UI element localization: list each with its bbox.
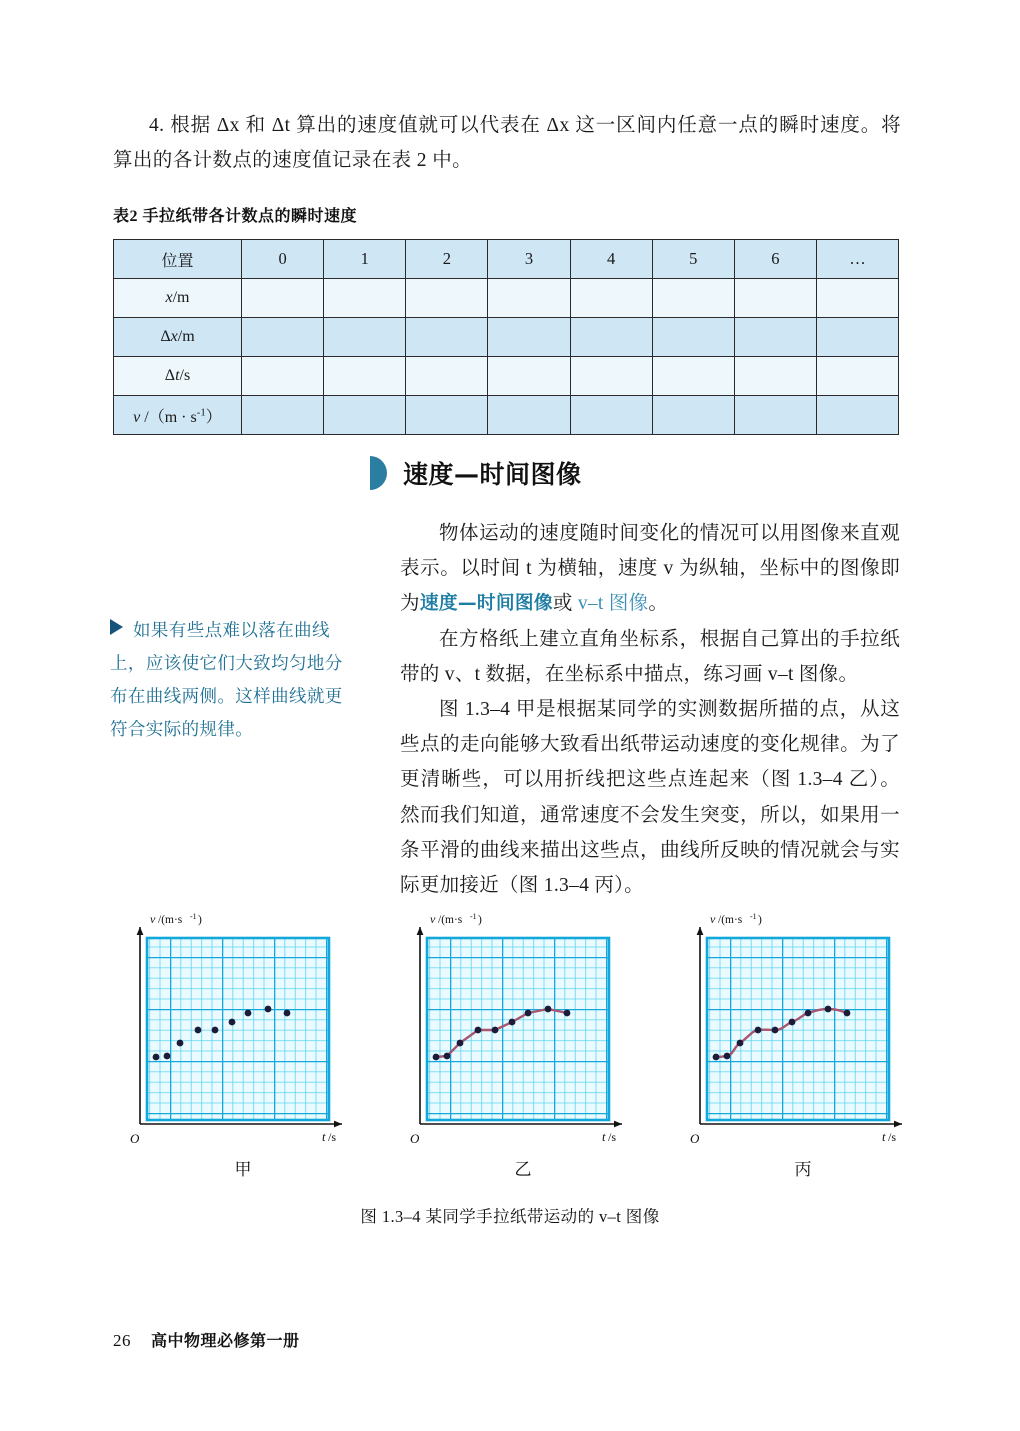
table-cell[interactable]	[406, 396, 488, 435]
table-cell[interactable]	[816, 396, 898, 435]
table-cell[interactable]	[406, 279, 488, 318]
table-cell[interactable]	[488, 318, 570, 357]
body-paragraph-1	[400, 516, 900, 622]
table-row-header-v: v $/(m \cdot s^{-1})$	[114, 396, 242, 435]
body-paragraph-2: 在方格纸上建立直角坐标系，根据自己算出的手拉纸带的 v、t 数据，在坐标系中描点，练习画 v–t 图像。	[400, 628, 900, 685]
svg-text:/(m·s: /(m·s	[438, 914, 463, 926]
svg-text:-1: -1	[750, 912, 757, 921]
table-col-header-1: 1	[324, 240, 406, 279]
graph-svg-jia	[118, 905, 368, 1155]
main-text-column	[400, 516, 900, 903]
table-row-header-x: x/m	[114, 279, 242, 318]
svg-text:t: t	[882, 1130, 886, 1144]
figure-block	[110, 905, 910, 1195]
table-cell[interactable]	[734, 318, 816, 357]
table-row	[114, 279, 899, 318]
svg-text:/s: /s	[888, 1130, 897, 1144]
graph-label-yi: 乙	[514, 1160, 532, 1179]
table-row-header-label: 位置	[114, 240, 242, 279]
graph-svg-bing	[678, 905, 928, 1155]
table-cell[interactable]	[242, 357, 324, 396]
svg-text:): )	[758, 914, 762, 926]
top-paragraph	[113, 108, 901, 178]
svg-text:v: v	[430, 912, 436, 926]
margin-note	[110, 614, 358, 746]
table-col-header-4: 4	[570, 240, 652, 279]
svg-text:O: O	[130, 1131, 140, 1146]
table-cell[interactable]	[406, 318, 488, 357]
table-cell[interactable]	[324, 318, 406, 357]
table-col-header-6: 6	[734, 240, 816, 279]
table-caption: 表2 手拉纸带各计数点的瞬时速度	[113, 208, 358, 225]
footer-book-title: 高中物理必修第一册	[151, 1333, 300, 1350]
page-footer	[113, 1328, 300, 1351]
page-number: 26	[113, 1331, 131, 1350]
velocity-data-table	[113, 239, 899, 435]
table-col-header-0: 0	[242, 240, 324, 279]
svg-text:): )	[478, 914, 482, 926]
graph-panel-yi	[398, 905, 648, 1195]
table-cell[interactable]	[652, 357, 734, 396]
table-cell[interactable]	[242, 279, 324, 318]
margin-note-text: 如果有些点难以落在曲线上，应该使它们大致均匀地分布在曲线两侧。这样曲线就更符合实际的规律。	[110, 620, 343, 739]
graph-panel-bing	[678, 905, 928, 1195]
table-row	[114, 357, 899, 396]
table-row	[114, 318, 899, 357]
table-cell[interactable]	[324, 396, 406, 435]
table-col-header-7: …	[816, 240, 898, 279]
triangle-right-icon	[110, 619, 123, 635]
half-disc-bullet-icon	[370, 456, 387, 490]
table-cell[interactable]	[734, 357, 816, 396]
svg-text:/(m·s: /(m·s	[158, 914, 183, 926]
table-cell[interactable]	[816, 279, 898, 318]
table-cell[interactable]	[324, 279, 406, 318]
table-cell[interactable]	[816, 357, 898, 396]
table-row-header-delta-t: Δt/s	[114, 357, 242, 396]
svg-text:): )	[198, 914, 202, 926]
table-cell[interactable]	[652, 396, 734, 435]
table-row	[114, 396, 899, 435]
svg-text:O: O	[690, 1131, 700, 1146]
keyword-velocity-time-graph: 速度—时间图像	[419, 593, 553, 615]
svg-text:-1: -1	[470, 912, 477, 921]
table-col-header-5: 5	[652, 240, 734, 279]
svg-text:/(m·s: /(m·s	[718, 914, 743, 926]
table-col-header-3: 3	[488, 240, 570, 279]
table-cell[interactable]	[570, 396, 652, 435]
svg-text:/s: /s	[608, 1130, 617, 1144]
svg-text:O: O	[410, 1131, 420, 1146]
keyword-vt-graph: v–t 图像	[577, 593, 649, 615]
table-cell[interactable]	[488, 357, 570, 396]
svg-text:v: v	[150, 912, 156, 926]
table-cell[interactable]	[406, 357, 488, 396]
section-title: 速度—时间图像	[403, 460, 582, 489]
graph-panel-jia	[118, 905, 368, 1195]
svg-text:v: v	[710, 912, 716, 926]
body-p1-part-a: 物体运动的速度随时间变化的情况可以用图像来直观表示。以时间 t 为横轴，速度 v 为纵轴，坐标中的图像即为	[400, 523, 900, 615]
table-cell[interactable]	[734, 279, 816, 318]
table-row-header-delta-x: Δx/m	[114, 318, 242, 357]
table-cell[interactable]	[816, 318, 898, 357]
table-cell[interactable]	[324, 357, 406, 396]
table-cell[interactable]	[488, 396, 570, 435]
table-cell[interactable]	[570, 279, 652, 318]
top-paragraph-number: 4.	[149, 115, 165, 136]
svg-text:t: t	[322, 1130, 326, 1144]
section-heading	[370, 455, 582, 491]
svg-text:t: t	[602, 1130, 606, 1144]
table-cell[interactable]	[242, 396, 324, 435]
figure-caption: 图 1.3–4 某同学手拉纸带运动的 v–t 图像	[360, 1207, 660, 1226]
table-cell[interactable]	[570, 357, 652, 396]
body-paragraph-3: 图 1.3–4 甲是根据某同学的实测数据所描的点，从这些点的走向能够大致看出纸带运动速度的变化规律。为了更清晰些，可以用折线把这些点连起来（图 1.3–4 乙）。然而我们知道，通常速度不会发生突变，所以，如果用一条平滑的曲线来描出这些点，曲线所反映的情况就会与实际更加接近（图 1.3–4 丙）。	[400, 699, 900, 897]
table-cell[interactable]	[488, 279, 570, 318]
table-cell[interactable]	[242, 318, 324, 357]
table-cell[interactable]	[652, 318, 734, 357]
table-cell[interactable]	[652, 279, 734, 318]
body-p1-part-b: 或	[552, 593, 578, 615]
graph-label-jia: 甲	[234, 1160, 252, 1179]
graph-label-bing: 丙	[794, 1160, 812, 1179]
table-col-header-2: 2	[406, 240, 488, 279]
table-cell[interactable]	[734, 396, 816, 435]
svg-text:-1: -1	[190, 912, 197, 921]
graph-svg-yi	[398, 905, 648, 1155]
svg-text:/s: /s	[328, 1130, 337, 1144]
table-row-header	[114, 240, 899, 279]
top-paragraph-text: 根据 Δx 和 Δt 算出的速度值就可以代表在 Δx 这一区间内任意一点的瞬时速度。将算出的各计数点的速度值记录在表 2 中。	[113, 115, 901, 171]
table-cell[interactable]	[570, 318, 652, 357]
body-p1-part-c: 。	[648, 593, 669, 615]
